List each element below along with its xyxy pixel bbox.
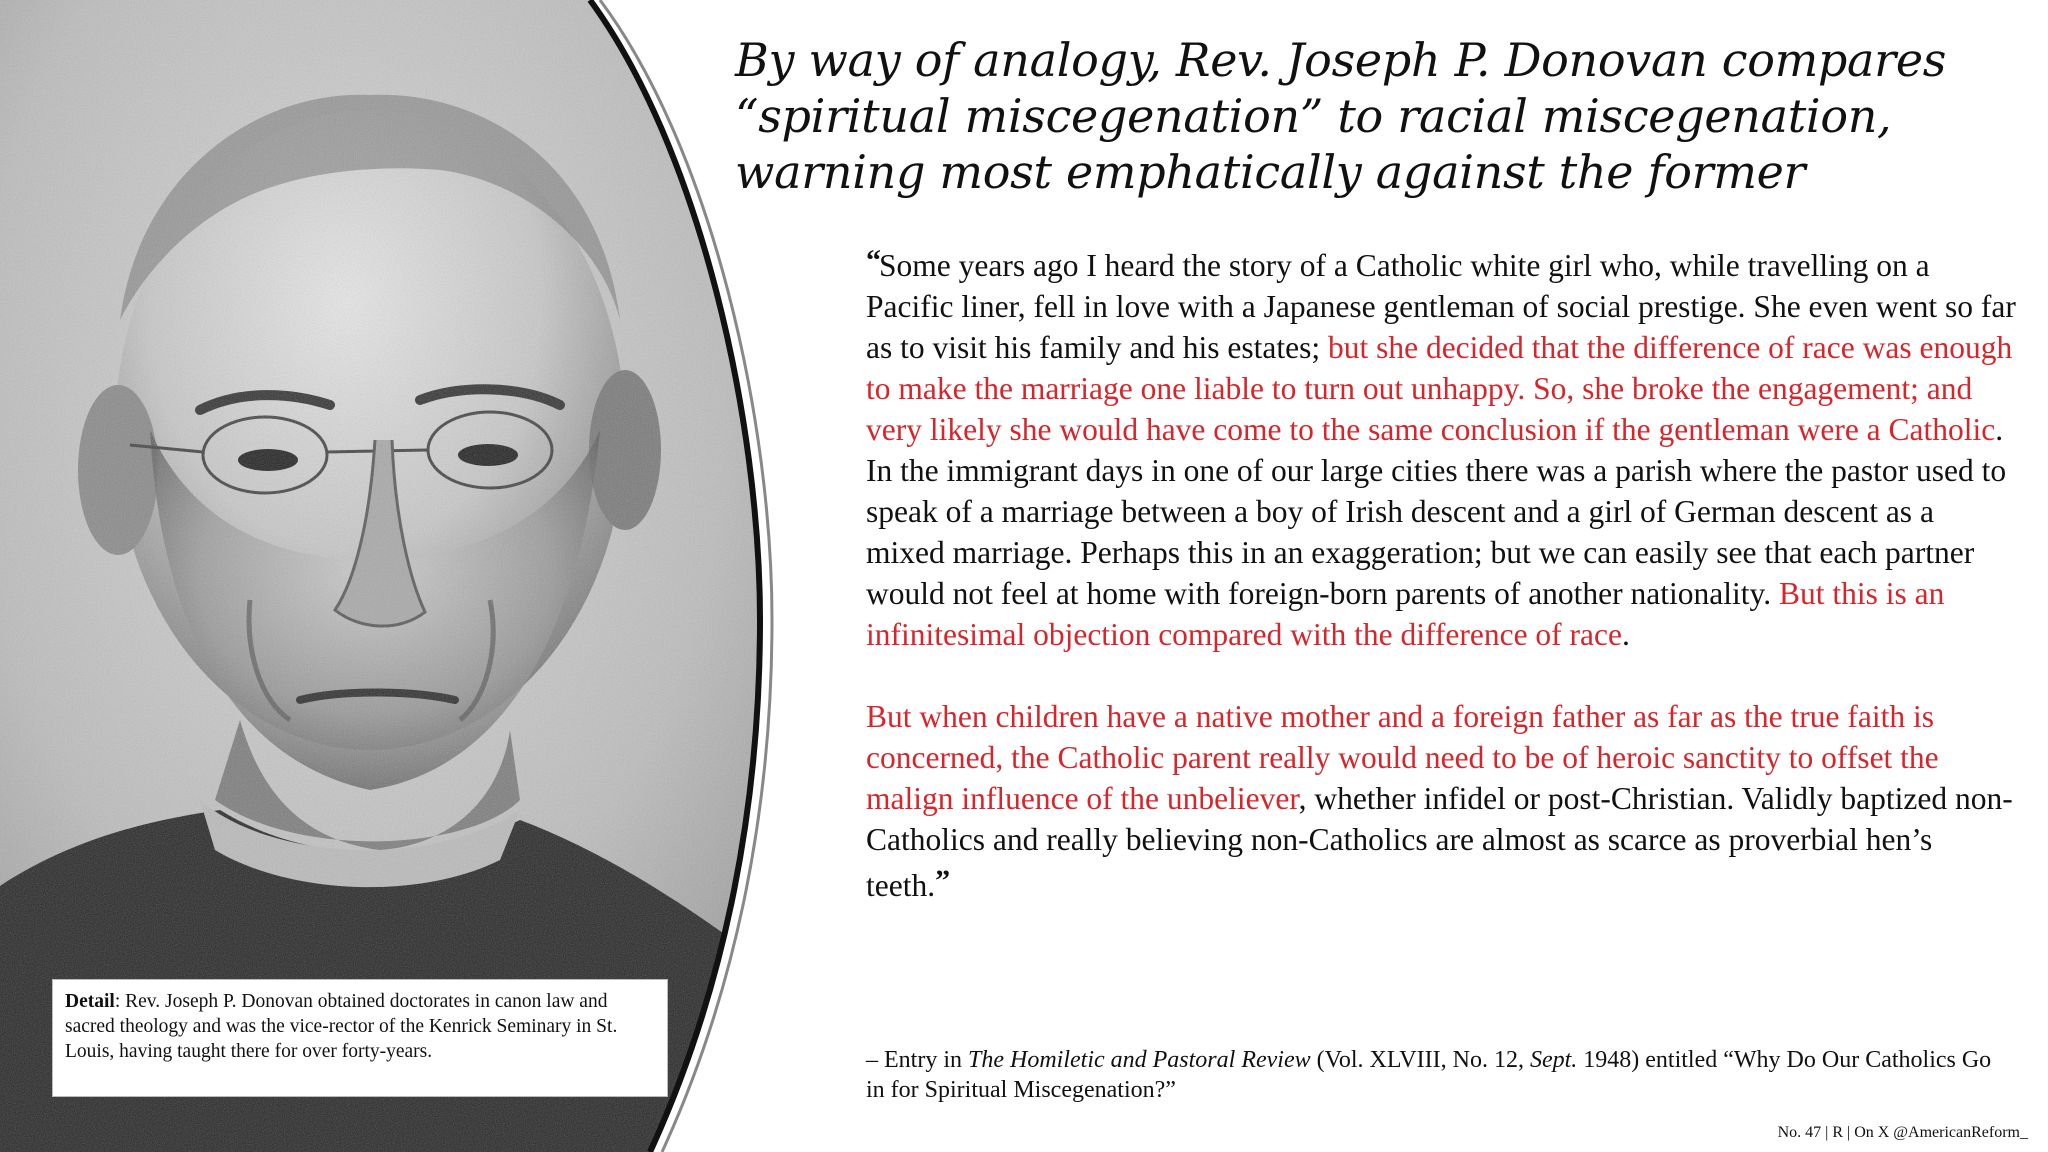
quote-segment: Some years ago I heard the story of a Catholic white girl who, while travelling on a Pacific liner, fell in love with a Japanese gentleman of social prestige. She even went so far as to visit his family and his estates; xyxy=(866,248,2016,365)
source-prefix: – Entry in xyxy=(866,1047,968,1073)
close-quote-mark: ” xyxy=(935,864,949,897)
photo-caption xyxy=(52,979,668,1097)
quote-segment: . xyxy=(1622,617,1630,652)
headline: By way of analogy, Rev. Joseph P. Donovan compares “spiritual miscegenation” to racial miscegenation, warning most emphatically against the former xyxy=(735,33,1947,199)
quote-segment-highlight: But this is an infinitesimal objection compared with the difference of race xyxy=(866,576,1945,652)
quote-block xyxy=(866,240,2016,906)
caption-label: Detail xyxy=(65,991,115,1012)
source-suffix: 1948) entitled “Why Do Our Catholics Go in for Spiritual Miscegenation?” xyxy=(866,1047,1992,1103)
quote-segment-highlight: but she decided that the difference of race was enough to make the marriage one liable to turn out unhappy. So, she broke the engagement; and very likely she would have come to the same conclusion if the gentleman were a Catholic xyxy=(866,330,2013,447)
source-month: Sept. xyxy=(1529,1047,1578,1073)
source-citation xyxy=(866,1045,2006,1105)
quote-segment-highlight: But when children have a native mother and a foreign father as far as the true faith is concerned, the Catholic parent really would need to be of heroic sanctity to offset the malign influence of the unbeliever xyxy=(866,699,1939,816)
open-quote-mark: “ xyxy=(866,244,879,277)
quote-segment: , whether infidel or post-Christian. Validly baptized non-Catholics and really believing non-Catholics are almost as scarce as proverbial hen’s teeth. xyxy=(866,781,2013,903)
source-mid: (Vol. XLVIII, No. 12, xyxy=(1310,1047,1530,1073)
portrait-photo xyxy=(0,0,780,1152)
footer-credit: No. 47 | R | On X @AmericanReform_ xyxy=(1777,1124,2028,1141)
quote-segment: . In the immigrant days in one of our large cities there was a parish where the pastor used to speak of a marriage between a boy of Irish descent and a girl of German descent as a mixed marriage. Perhaps this in an exaggeration; but we can easily see that each partner would not feel at home with foreign-born parents of another nationality. xyxy=(866,412,2007,611)
caption-text: : Rev. Joseph P. Donovan obtained doctorates in canon law and sacred theology and was the vice-rector of the Kenrick Seminary in St. Louis, having taught there for over forty-years. xyxy=(65,991,618,1062)
quote-paragraph-1 xyxy=(866,240,2016,655)
quote-paragraph-2 xyxy=(866,696,2016,906)
source-journal: The Homiletic and Pastoral Review xyxy=(968,1047,1311,1073)
